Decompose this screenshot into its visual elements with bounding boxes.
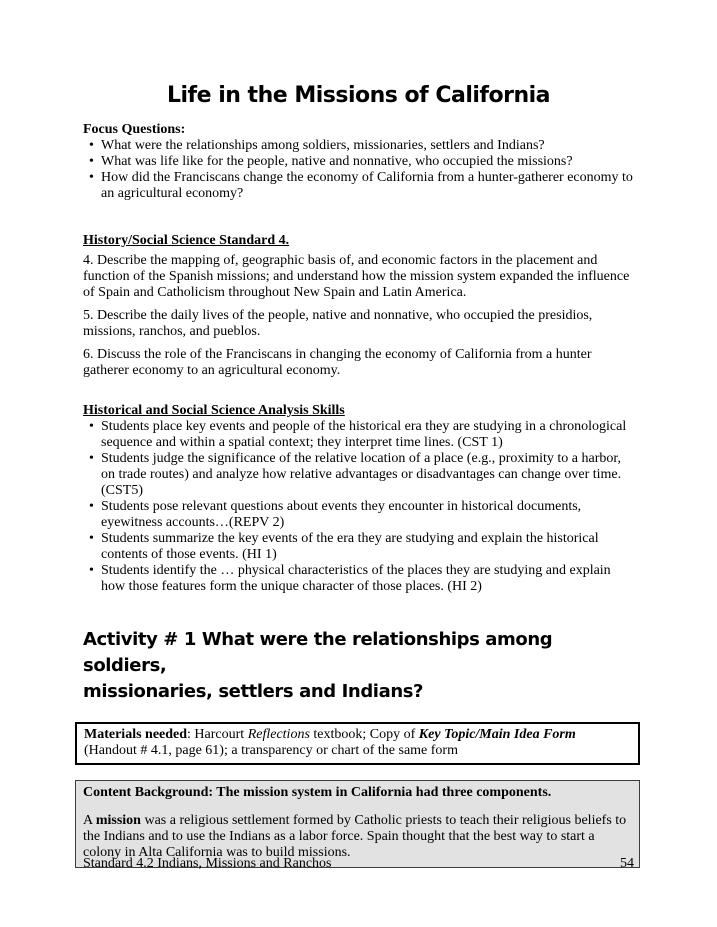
focus-questions-section [83,122,634,202]
materials-form-title: Key Topic/Main Idea Form [418,727,576,742]
standard-paragraph-6: 6. Discuss the role of the Franciscans in changing the economy of California from a hunter gatherer economy to an agricultural economy. [83,347,592,378]
skills-bullet-3: • Students pose relevant questions about events they encounter in historical documents, eyewitness accounts…(REPV 2) [83,499,634,531]
footer-standard-text: Standard 4.2 Indians, Missions and Ranchos [83,856,332,871]
content-background-spacer [83,801,632,813]
activity-heading-line-1: Activity # 1 What were the relationships among soldiers, [83,629,553,676]
page-footer [83,856,634,872]
analysis-skills-heading: Historical and Social Science Analysis Skills [83,403,345,418]
activity-heading-line-2: missionaries, settlers and Indians? [83,681,424,702]
focus-bullet-1: • What were the relationships among soldiers, missionaries, settlers and Indians? [83,138,634,154]
content-background-paragraph [83,813,632,861]
content-body-lead: A [83,813,96,828]
materials-label: Materials needed [84,727,188,742]
skills-bullet-5: • Students identify the … physical characteristics of the places they are studying and explain how those features form the unique character of those places. (HI 2) [83,563,634,595]
focus-bullet-3: • How did the Franciscans change the economy of California from a hunter-gatherer economy to an agricultural economy? [83,170,634,202]
skills-bullet-2: • Students judge the significance of the relative location of a place (e.g., proximity to a harbor, on trade routes) and analyze how relative advantages or disadvantages can change over time. (CST5) [83,451,634,499]
content-background-box [75,780,640,868]
content-background-heading: Content Background: The mission system in California had three components. [83,785,552,800]
materials-line-1 [84,727,631,743]
page-number: 54 [620,856,634,871]
materials-after-label: : Harcourt [187,727,248,742]
document-title: Life in the Missions of California [166,83,551,108]
standard-paragraph-4: 4. Describe the mapping of, geographic basis of, and economic factors in the placement and function of the Spanish missions; and understand how the mission system expanded the influence of Spain and Catholicism throughout New Spain and Latin America. [83,253,630,300]
materials-mid: textbook; Copy of [309,727,419,742]
focus-bullet-2: • What was life like for the people, native and nonnative, who occupied the missions? [83,154,634,170]
materials-book-title: Reflections [247,727,310,742]
focus-questions-heading: Focus Questions: [83,122,186,137]
skills-bullet-1: • Students place key events and people of the historical era they are studying in a chronological sequence and within a spatial context; they interpret time lines. (CST 1) [83,419,634,451]
materials-line-2: (Handout # 4.1, page 61); a transparency or chart of the same form [84,743,458,758]
content-body-bold-term: mission [95,813,141,828]
standards-section [83,233,634,379]
skills-bullet-4: • Students summarize the key events of the era they are studying and explain the historical contents of those events. (HI 1) [83,531,634,563]
analysis-skills-list [83,419,634,595]
standard-paragraph-5: 5. Describe the daily lives of the people, native and nonnative, who occupied the presidios, missions, ranchos, and pueblos. [83,308,593,339]
activity-heading [83,627,634,705]
materials-needed-box [75,722,640,765]
standards-heading: History/Social Science Standard 4. [83,233,290,248]
content-body-rest: was a religious settlement formed by Catholic priests to teach their religious beliefs to the Indians and to use the Indians as a labor force. Spain thought that the best way to start a colony in Alta California was to build missions. [83,813,627,860]
analysis-skills-section [83,403,634,595]
focus-questions-list [83,138,634,202]
